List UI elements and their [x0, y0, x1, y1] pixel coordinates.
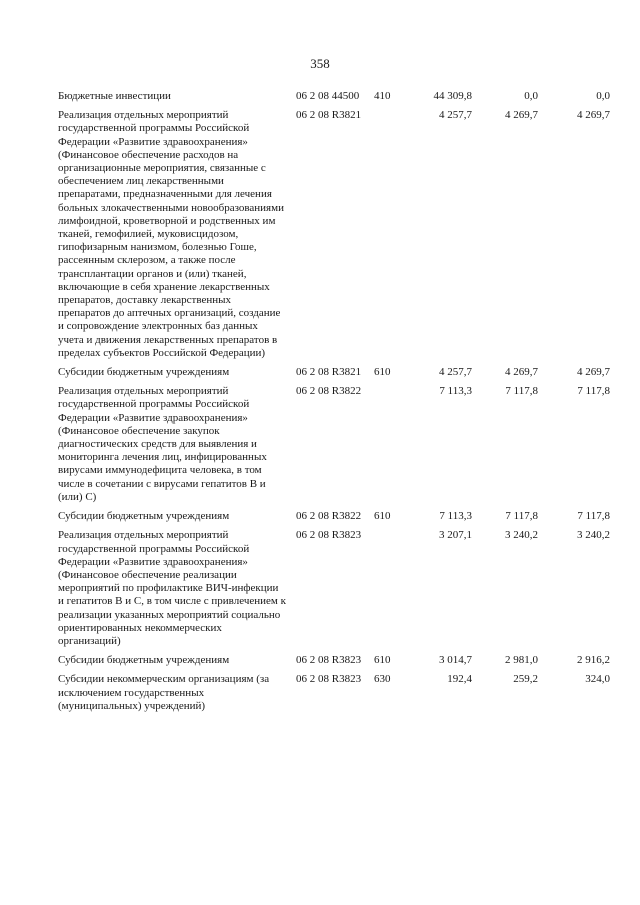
- row-description: Бюджетные инвестиции: [58, 90, 171, 102]
- row-value-1: 3 207,1: [439, 529, 472, 542]
- row-value-1: 4 257,7: [439, 109, 472, 122]
- row-value-3: 324,0: [585, 673, 610, 686]
- row-expense-type: 410: [374, 90, 391, 102]
- row-value-1: 7 113,3: [439, 385, 472, 398]
- row-description: Субсидии бюджетным учреждениям: [58, 510, 230, 523]
- row-value-3: 4 269,7: [577, 366, 610, 379]
- row-value-2: 4 269,7: [505, 366, 538, 379]
- row-expense-type: 610: [374, 654, 391, 667]
- row-value-2: 259,2: [513, 673, 538, 686]
- row-expense-type: 610: [374, 510, 391, 523]
- row-expense-type: 630: [374, 673, 391, 686]
- row-description: Реализация отдельных мероприятий государственной программы Российской Федерации «Развитие здравоохранения» (Финансовое обеспечение закупок диагностических средств для выявления и мониторинга лечения лиц, инфицированных вирусами иммунодефицита человека, в том числе в сочетании с вирусами гепатитов В и (или) С): [58, 385, 267, 503]
- row-description: Субсидии бюджетным учреждениям: [58, 654, 230, 667]
- row-value-1: 7 113,3: [439, 510, 472, 523]
- row-code: 06 2 08 R3823: [296, 673, 362, 686]
- row-value-3: 7 117,8: [577, 510, 610, 523]
- row-value-2: 2 981,0: [505, 654, 538, 667]
- row-value-2: 4 269,7: [505, 109, 538, 122]
- table-row: [58, 385, 618, 504]
- page-number: 358: [310, 56, 330, 71]
- table-row: [58, 366, 618, 379]
- row-value-3: 2 916,2: [577, 654, 610, 667]
- row-code: 06 2 08 R3821: [296, 366, 362, 379]
- table-row: [58, 109, 618, 360]
- budget-table: [58, 90, 618, 713]
- row-value-2: 7 117,8: [505, 385, 538, 398]
- row-description: Субсидии некоммерческим организациям (за исключением государственных (муниципальных) учреждений): [58, 673, 270, 712]
- row-expense-type: 610: [374, 366, 391, 379]
- row-value-3: 7 117,8: [577, 385, 610, 398]
- row-value-1: 192,4: [447, 673, 472, 686]
- table-row: [58, 654, 618, 667]
- table-row: [58, 510, 618, 523]
- row-code: 06 2 08 R3822: [296, 385, 362, 398]
- row-description: Реализация отдельных мероприятий государственной программы Российской Федерации «Развитие здравоохранения» (Финансовое обеспечение расходов на организационные мероприятия, связанные с обеспечением лиц лекарственными препаратами, предназначенными для лечения больных злокачественными новообразованиями лимфоидной, кроветворной и родственных им тканей, гемофилией, муковисцидозом, гипофизарным нанизмом, болезнью Гоше, рассеянным склерозом, а также после трансплантации органов и (или) тканей, включающие в себя хранение лекарственных препаратов, доставку лекарственных препаратов до аптечных организаций, создание и сопровождение электронных баз данных учета и движения лекарственных препаратов в пределах субъектов Российской Федерации): [58, 109, 284, 359]
- row-value-2: 3 240,2: [505, 529, 538, 542]
- row-value-3: 3 240,2: [577, 529, 610, 542]
- table-row: [58, 90, 618, 103]
- row-description: Реализация отдельных мероприятий государственной программы Российской Федерации «Развитие здравоохранения» (Финансовое обеспечение реализации мероприятий по профилактике ВИЧ-инфекции и гепатитов В и С, в том числе с привлечением к реализации указанных мероприятий социально ориентированных некоммерческих организаций): [58, 529, 286, 647]
- row-code: 06 2 08 R3821: [296, 109, 362, 122]
- row-code: 06 2 08 R3823: [296, 529, 362, 542]
- row-value-2: 0,0: [524, 90, 538, 102]
- row-value-1: 4 257,7: [439, 366, 472, 379]
- row-value-3: 4 269,7: [577, 109, 610, 122]
- table-row: [58, 673, 618, 713]
- row-value-1: 44 309,8: [433, 90, 472, 102]
- row-value-2: 7 117,8: [505, 510, 538, 523]
- row-code: 06 2 08 R3822: [296, 510, 362, 523]
- table-row: [58, 529, 618, 648]
- row-description: Субсидии бюджетным учреждениям: [58, 366, 230, 379]
- row-code: 06 2 08 44500: [296, 90, 360, 102]
- row-code: 06 2 08 R3823: [296, 654, 362, 667]
- row-value-1: 3 014,7: [439, 654, 472, 667]
- row-value-3: 0,0: [596, 90, 610, 102]
